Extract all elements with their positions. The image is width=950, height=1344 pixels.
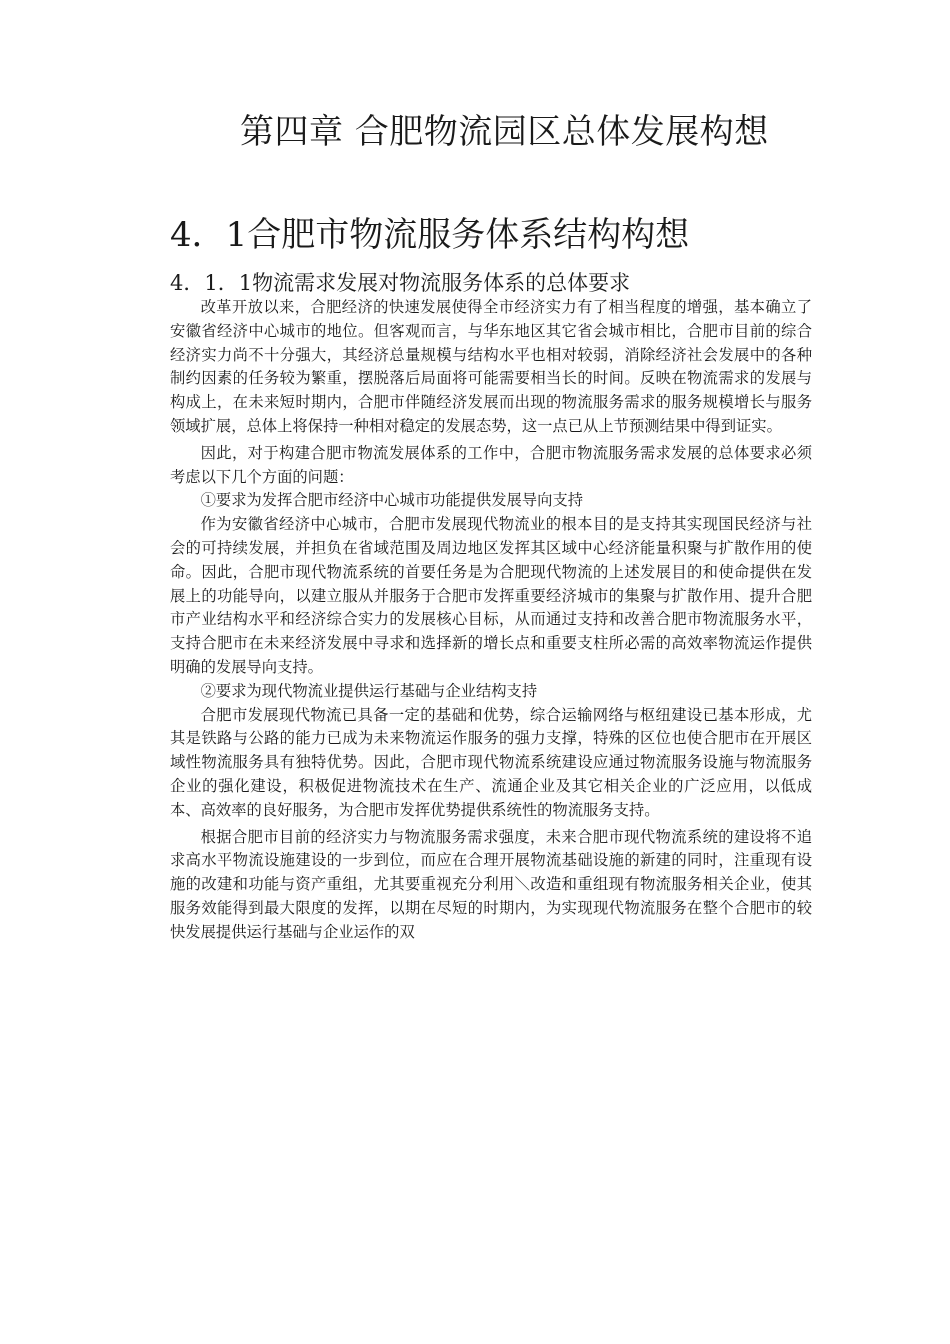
paragraph-intro: 改革开放以来，合肥经济的快速发展使得全市经济实力有了相当程度的增强，基本确立了安徽省经济中心城市的地位。但客观而言，与华东地区其它省会城市相比，合肥市目前的综合经济实力尚不十分强大，其经济总量规模与结构水平也相对较弱，消除经济社会发展中的各种制约因素的任务较为繁重，摆脱落后局面将可能需要相当长的时间。反映在物流需求的发展与构成上，在未来短时期内，合肥市伴随经济发展而出现的物流服务需求的服务规模增长与服务领域扩展，总体上将保持一种相对稳定的发展态势，这一点已从上节预测结果中得到证实。 [170,298,812,435]
paragraph-requirement-1-detail: 作为安徽省经济中心城市，合肥市发展现代物流业的根本目的是支持其实现国民经济与社会的可持续发展，并担负在省域范围及周边地区发挥其区域中心经济能量积聚与扩散作用的使命。因此，合肥市现代物流系统的首要任务是为合肥现代物流的上述发展目的和使命提供在发展上的功能导向，以建立服从并服务于合肥市发挥重要经济城市的集聚与扩散作用、提升合肥市产业结构水平和经济综合实力的发展核心目标，从而通过支持和改善合肥市物流服务水平，支持合肥市在未来经济发展中寻求和选择新的增长点和重要支柱所必需的高效率物流运作提供明确的发展导向支持。 [170,515,812,676]
subsection-title: 4．1．1物流需求发展对物流服务体系的总体要求 [170,271,631,295]
paragraph-conclusion: 根据合肥市目前的经济实力与物流服务需求强度，未来合肥市现代物流系统的建设将不追求高水平物流设施建设的一步到位，而应在合理开展物流基础设施的新建的同时，注重现有设施的改建和功能与资产重组，尤其要重视充分利用＼改造和重组现有物流服务相关企业，使其服务效能得到最大限度的发挥，以期在尽短的时期内，为实现现代物流服务在整个合肥市的较快发展提供运行基础与企业运作的双 [170,827,812,941]
chapter-title: 第四章 合肥物流园区总体发展构想 [240,112,769,152]
section-title: 4．1合肥市物流服务体系结构构想 [170,215,690,255]
paragraph-requirement-2-detail: 合肥市发展现代物流已具备一定的基础和优势，综合运输网络与枢纽建设已基本形成，尤其是铁路与公路的能力已成为未来物流运作服务的强力支撑，特殊的区位也使合肥市在开展区域性物流服务具有独特优势。因此，合肥市现代物流系统建设应通过物流服务设施与物流服务企业的强化建设，积极促进物流技术在生产、流通企业及其它相关企业的广泛应用，以低成本、高效率的良好服务，为合肥市发挥优势提供系统性的物流服务支持。 [170,705,812,819]
list-item-requirement-1: ①要求为发挥合肥市经济中心城市功能提供发展导向支持 [200,491,584,510]
list-item-requirement-2: ②要求为现代物流业提供运行基础与企业结构支持 [200,681,538,700]
body-text [170,296,812,945]
paragraph-requirements: 因此，对于构建合肥市物流发展体系的工作中，合肥市物流服务需求发展的总体要求必须考虑以下几个方面的问题： [170,443,812,486]
